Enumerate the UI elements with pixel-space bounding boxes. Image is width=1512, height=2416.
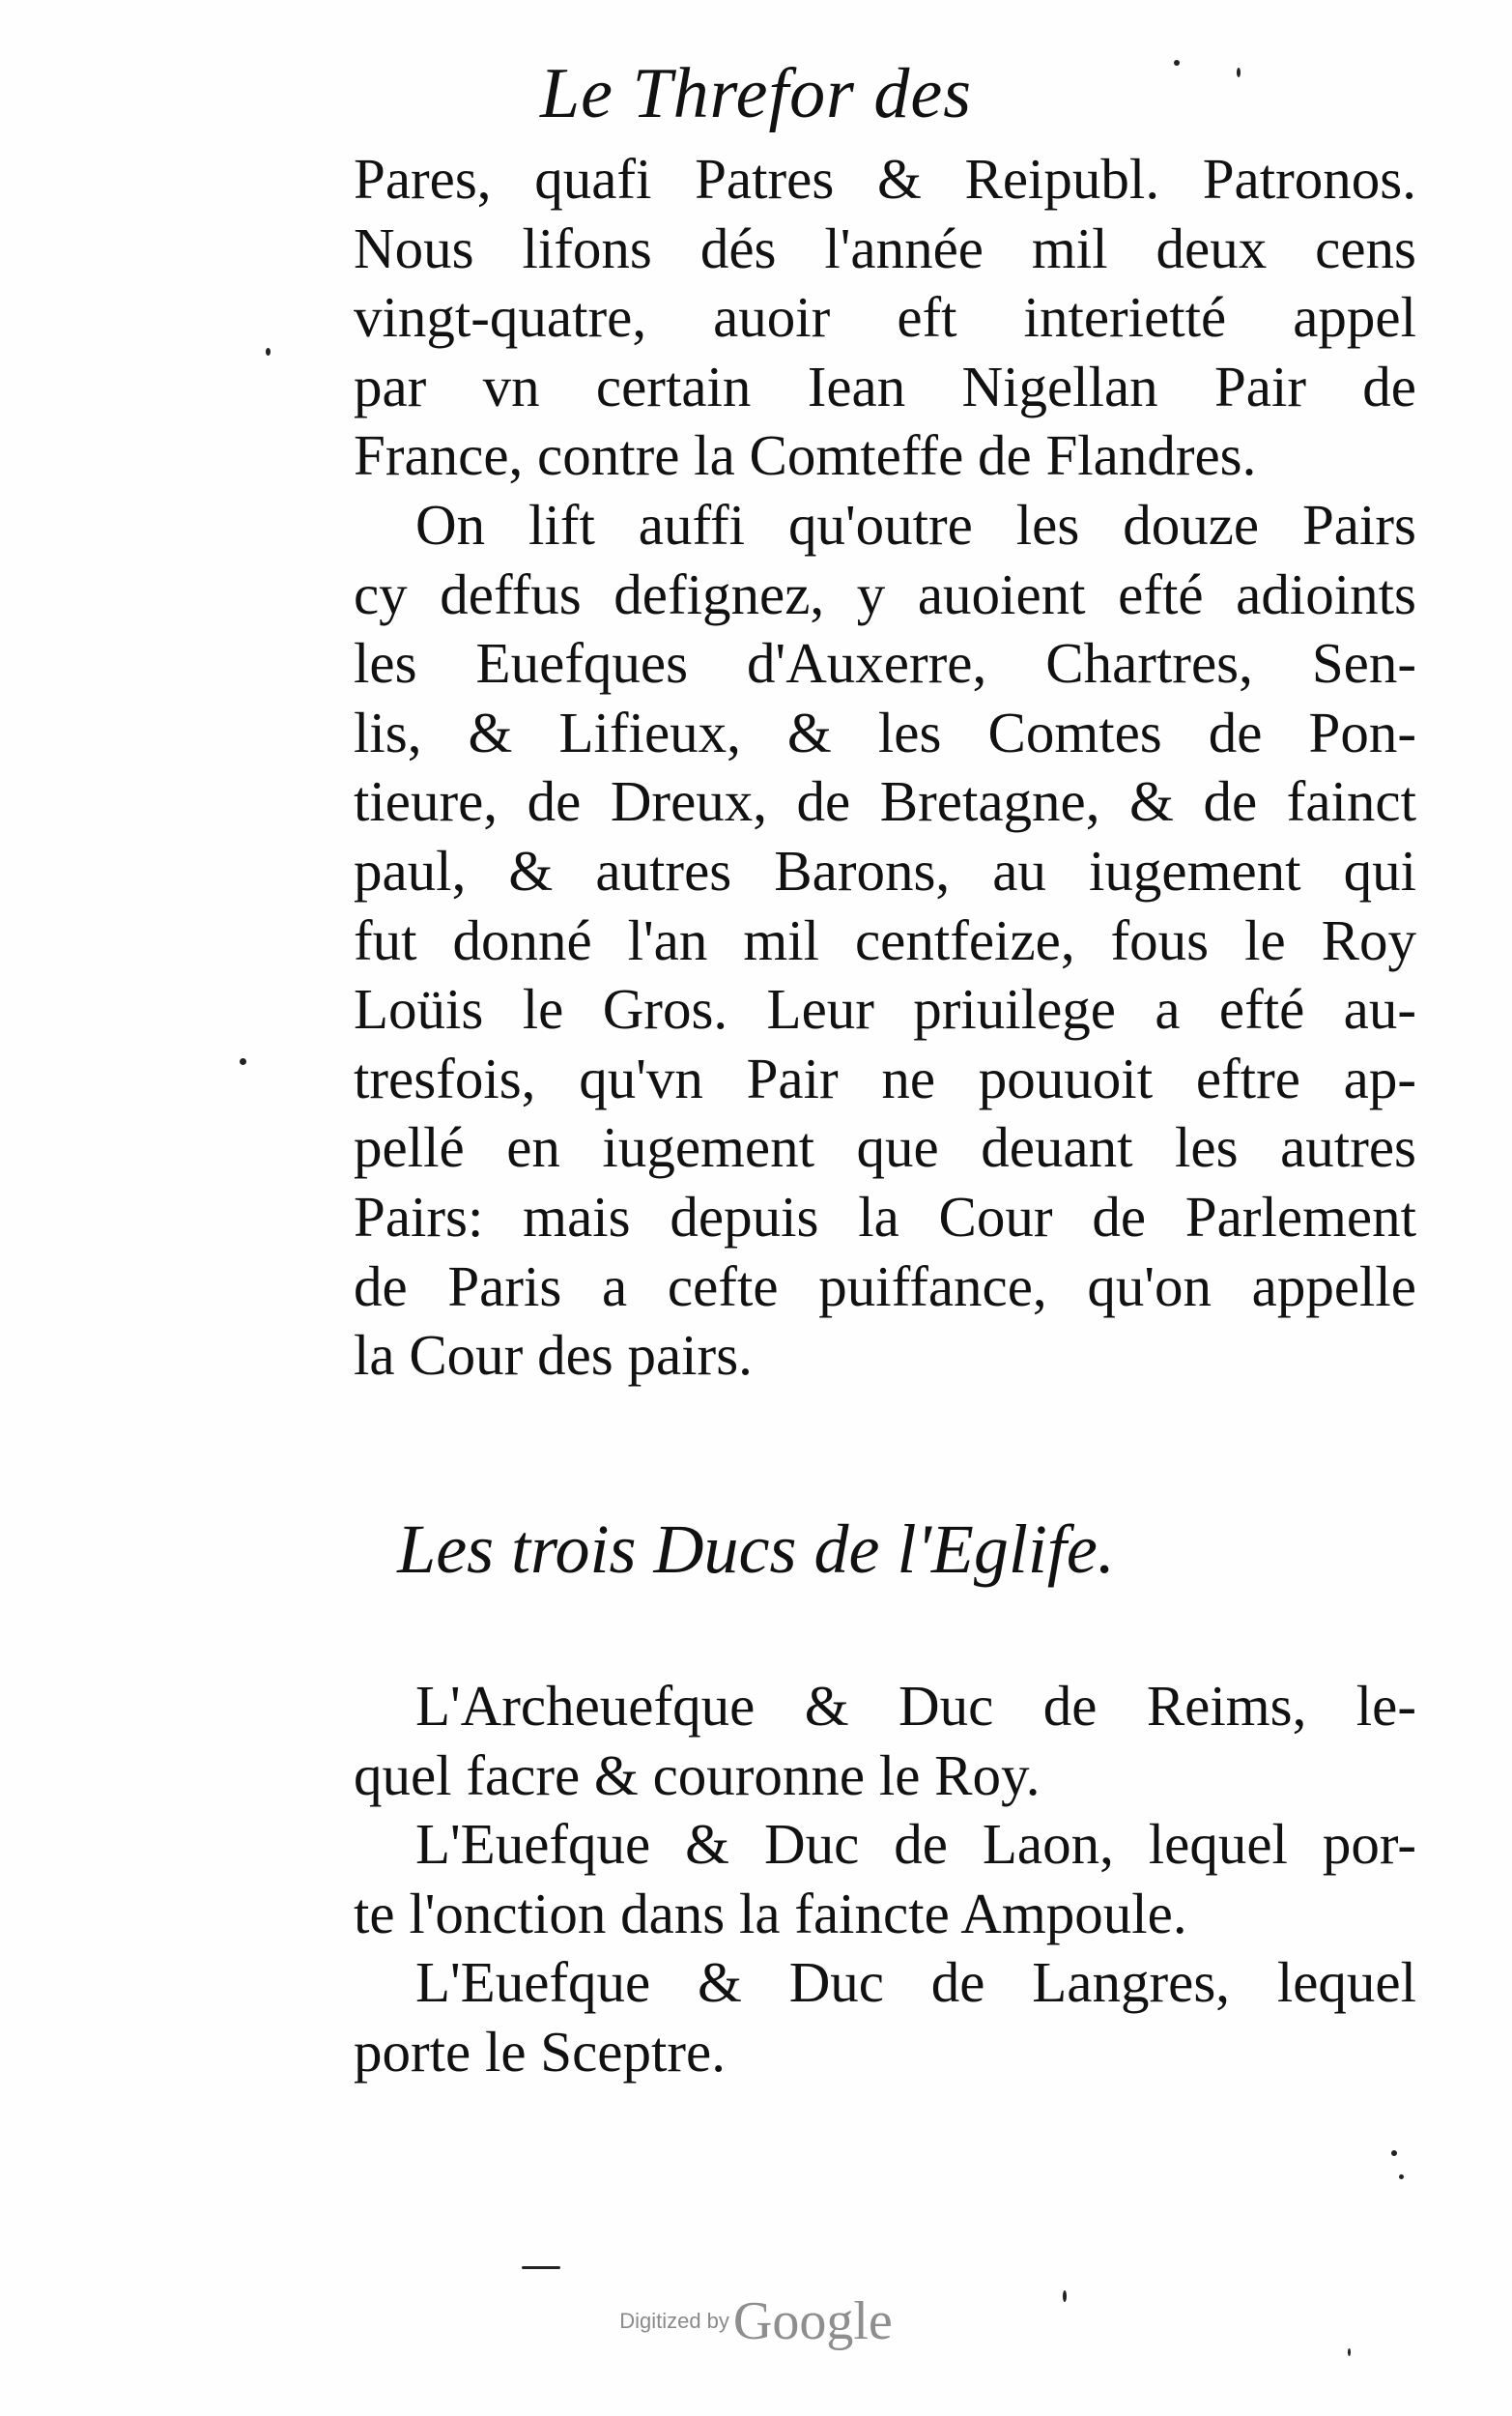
scan-speck — [1391, 2150, 1397, 2156]
text-line: la Cour des pairs. — [354, 1323, 753, 1388]
text-line: On lift auffi qu'outre les douze Pairs — [415, 492, 1416, 557]
scan-speck — [1063, 2290, 1067, 2302]
text-line: L'Archeuefque & Duc de Reims, le- — [415, 1674, 1416, 1738]
section-text — [354, 1672, 1416, 2087]
scan-speck — [266, 348, 271, 356]
text-line: fut donné l'an mil centfeize, fous le Roy — [354, 907, 1416, 972]
running-head: Le Threfor des — [539, 54, 973, 133]
digitization-footer — [0, 2290, 1512, 2352]
scan-speck — [1348, 2348, 1351, 2356]
text-line: Pairs: mais depuis la Cour de Parlement — [354, 1184, 1416, 1249]
text-line: pellé en iugement que deuant les autres — [354, 1115, 1416, 1180]
text-line: Pares, quafi Patres & Reipubl. Patronos. — [354, 147, 1416, 211]
text-line: te l'onction dans la faincte Ampoule. — [354, 1881, 1187, 1945]
google-logo: Google — [732, 2291, 893, 2351]
text-line: L'Euefque & Duc de Laon, lequel por- — [415, 1812, 1416, 1877]
text-line: de Paris a cefte puiffance, qu'on appelle — [354, 1253, 1416, 1318]
body-text — [354, 145, 1416, 1391]
text-line: porte le Sceptre. — [354, 2019, 726, 2084]
text-line: les Euefques d'Auxerre, Chartres, Sen- — [354, 631, 1416, 696]
text-line: France, contre la Comteffe de Flandres. — [354, 423, 1257, 488]
scan-speck — [1174, 60, 1180, 66]
text-line: paul, & autres Barons, au iugement qui — [354, 838, 1416, 903]
text-line: tresfois, qu'vn Pair ne pouuoit eftre ap- — [354, 1046, 1416, 1110]
text-line: cy deffus defignez, y auoient efté adioints — [354, 561, 1416, 626]
text-line: par vn certain Iean Nigellan Pair de — [354, 354, 1416, 418]
text-line: Nous lifons dés l'année mil deux cens — [354, 216, 1416, 280]
text-line: tieure, de Dreux, de Bretagne, & de fainct — [354, 769, 1416, 834]
scan-speck — [522, 2266, 560, 2269]
scan-speck — [240, 1058, 246, 1065]
digitized-label: Digitized by — [619, 2309, 729, 2333]
text-line: L'Euefque & Duc de Langres, lequel — [415, 1950, 1416, 2015]
section-heading: Les trois Ducs de l'Eglife. — [397, 1510, 1115, 1588]
scan-speck — [1237, 68, 1241, 77]
text-line: vingt-quatre, auoir eft interietté appel — [354, 285, 1416, 350]
text-line: quel facre & couronne le Roy. — [354, 1742, 1041, 1807]
text-line: Loüis le Gros. Leur priuilege a efté au- — [354, 977, 1416, 1042]
scan-speck — [1399, 2174, 1404, 2179]
text-line: lis, & Lifieux, & les Comtes de Pon- — [354, 700, 1416, 764]
